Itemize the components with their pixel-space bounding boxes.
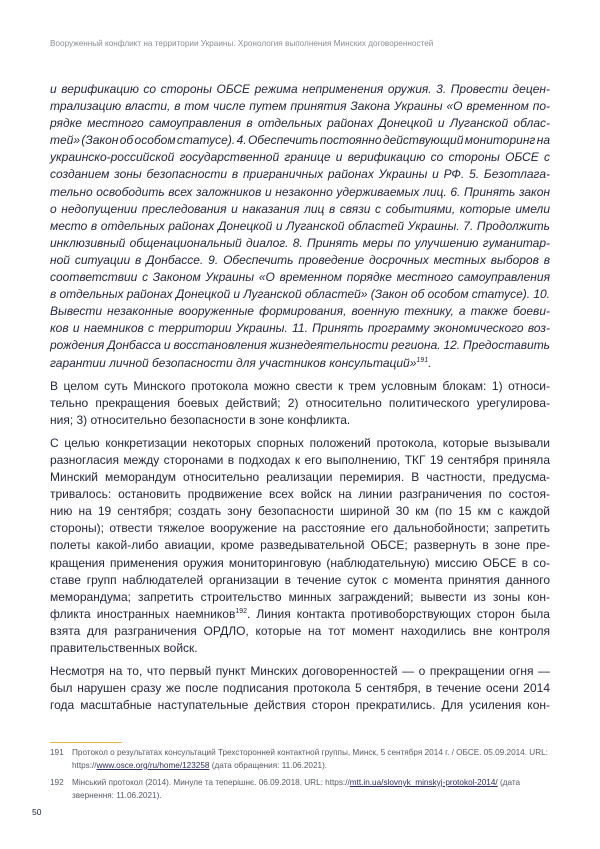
text-line — [50, 412, 550, 429]
text-line — [50, 623, 550, 640]
line-text: тельно прекращения боевых действий; 2) относительно политического урегулирова- — [50, 395, 550, 410]
page-number: 50 — [32, 807, 42, 817]
text-line — [50, 572, 550, 589]
line-text: взята для разграничения ОРДЛО, которые на тот момент находились вне контроля — [50, 623, 550, 638]
footnote-link[interactable]: www.osce.org/ru/home/123258 — [96, 760, 210, 770]
text-line — [50, 132, 550, 149]
footnote-text-after: (дата обращения: 11.06.2021). — [209, 760, 328, 770]
text-line — [50, 452, 550, 469]
footnote-text-after: (дата звернення: 11.06.2021). — [72, 778, 521, 800]
text-line — [50, 337, 550, 354]
text-line — [50, 697, 550, 714]
text-line — [50, 269, 550, 286]
text-line — [50, 469, 550, 486]
text-line — [50, 235, 550, 252]
footnote-number: 191 — [50, 748, 64, 757]
footnote-divider — [50, 742, 122, 743]
text-line — [50, 320, 550, 337]
line-text: тривалось: остановить продвижение всех войск на линии разграничения по состоя- — [50, 487, 550, 502]
line-text: ставе групп наблюдателей организации в течение суток с момента принятия данного — [50, 572, 550, 587]
line-text: и верификацию со стороны ОБСЕ режима неприменения оружия. 3. Провести децен- — [50, 82, 550, 96]
line-text: года масштабные наступательные действия сторон прекратились. Для усиления кон- — [50, 698, 550, 713]
text-line — [50, 640, 550, 657]
quoted-paragraph — [50, 81, 550, 372]
text-line — [50, 355, 550, 372]
text-line — [50, 486, 550, 503]
footnote-ref[interactable]: 191 — [416, 356, 429, 364]
line-text: Несмотря на то, что первый пункт Минских договоренностей — о прекращении огня — — [50, 664, 550, 679]
line-text: рождения Донбасса и восстановления жизнедеятельности региона. 12. Предоставить — [50, 338, 550, 353]
line-text: полеты какой-либо авиации, кроме разведывательной ОБСЕ; развернуть в зоне пре- — [50, 538, 550, 553]
line-text: в отдельных районах Донецкой и Луганской областей» (Закон об особом статусе). 10. — [50, 287, 550, 302]
text-line — [50, 606, 550, 623]
footnote-number: 192 — [50, 778, 64, 787]
line-text: рядке местного самоуправления в отдельных районах Донецкой и Луганской облас- — [50, 116, 550, 131]
line-text: разногласия между сторонами в подходах к его выполнению, ТКГ 19 сентября приняла — [50, 452, 550, 467]
text-line — [50, 303, 550, 320]
line-text: украинско-российской государственной границе и верификацию со стороны ОБСЕ с — [50, 150, 550, 165]
text-line — [50, 503, 550, 520]
footnote — [50, 777, 550, 802]
footnotes — [50, 747, 550, 807]
text-line — [50, 201, 550, 218]
line-text: ния; 3) относительно безопасности в зоне конфликта. — [50, 412, 351, 427]
line-text: кращения применения оружия мониторинговую (наблюдательную) миссию ОБСЕ в со- — [50, 555, 550, 570]
text-line — [50, 537, 550, 554]
line-text: трализацию власти, в том числе путем принятия Закона Украины «О временном по- — [50, 99, 550, 114]
text-line — [50, 81, 550, 98]
line-text: В целом суть Минского протокола можно свести к трем условным блокам: 1) относи- — [50, 378, 550, 393]
line-text: созданием зоны безопасности в приграничных районах Украины и РФ. 5. Безотлага- — [50, 167, 550, 182]
footnote-text-before: Мінський протокол (2014). Минуле та теперішнє. 06.09.2018. URL: https:// — [72, 778, 350, 787]
line-text: С целью конкретизации некоторых спорных положений протокола, которые вызывали — [50, 435, 550, 450]
line-text: стороны); отвести тяжелое вооружение на расстояние его дальнобойности; запретить — [50, 521, 550, 536]
line-text: тельно освободить всех заложников и незаконно удерживаемых лиц. 6. Принять закон — [50, 184, 550, 199]
text-line — [50, 378, 550, 395]
text-line — [50, 252, 550, 269]
text-line — [50, 98, 550, 115]
text-line — [50, 166, 550, 183]
paragraph — [50, 435, 550, 657]
text-line — [50, 184, 550, 201]
text-line — [50, 218, 550, 235]
footnote — [50, 747, 550, 772]
line-text: . — [428, 355, 432, 370]
text-line — [50, 663, 550, 680]
line-text: инклюзивный общенациональный диалог. 8. Принять меры по улучшению гуманитар- — [50, 235, 550, 250]
footnote-text — [72, 747, 550, 772]
paragraph — [50, 663, 550, 714]
paragraph — [50, 378, 550, 429]
footnote-text — [72, 777, 550, 802]
line-text: тей» (Закон об особом статусе). 4. Обеспечить постоянно действующий мониторинг на — [50, 133, 550, 148]
text-line — [50, 395, 550, 412]
text-line — [50, 589, 550, 606]
line-text: соответствии с Законом Украины «О временном порядке местного самоуправления — [50, 270, 550, 285]
text-line — [50, 520, 550, 537]
body-text — [50, 81, 550, 720]
line-text: был нарушен сразу же после подписания протокола 5 сентября, в течение осени 2014 — [50, 681, 550, 696]
line-text: фликта иностранных наемников — [50, 606, 236, 621]
line-text: Минский меморандум относительно реализации перемирия. В частности, предусма- — [50, 470, 550, 485]
text-line — [50, 286, 550, 303]
line-text: . Линия контакта противоборствующих сторон была — [247, 606, 550, 621]
line-text: место в отдельных районах Донецкой и Луганской областей Украины. 7. Продолжить — [50, 218, 550, 233]
line-text: Вывести незаконные вооруженные формирования, военную технику, а также боеви- — [50, 304, 550, 319]
line-text: нию на 19 сентября; создать зону безопасности шириной 30 км (по 15 км с каждой — [50, 504, 550, 519]
text-line — [50, 149, 550, 166]
line-text: ной ситуации в Донбассе. 9. Обеспечить проведение досрочных местных выборов в — [50, 252, 550, 267]
text-line — [50, 115, 550, 132]
text-line — [50, 555, 550, 572]
line-text: правительственных войск. — [50, 641, 198, 655]
line-text: меморандума; запретить строительство минных заграждений; вывести из зоны кон- — [50, 589, 550, 604]
footnote-link[interactable]: mtt.in.ua/slovnyk_minskyj-protokol-2014/ — [349, 778, 498, 787]
line-text: ков и наемников с территории Украины. 11. Принять программу экономического воз- — [50, 321, 550, 336]
line-text: о недопущении преследования и наказания лиц в связи с событиями, которые имели — [50, 201, 550, 216]
line-text: гарантии личной безопасности для участников консультаций» — [50, 355, 417, 370]
footnote-text-before: Протокол о результатах консультаций Трехсторонней контактной группы, Минск, 5 сентября 2014 г. / ОБСЕ. 05.09.2014. URL: https:// — [72, 748, 548, 770]
footnote-ref[interactable]: 192 — [235, 607, 248, 615]
text-line — [50, 680, 550, 697]
running-header: Вооруженный конфликт на территории Украины. Хронология выполнения Минских договоренностей — [50, 39, 434, 48]
text-line — [50, 435, 550, 452]
